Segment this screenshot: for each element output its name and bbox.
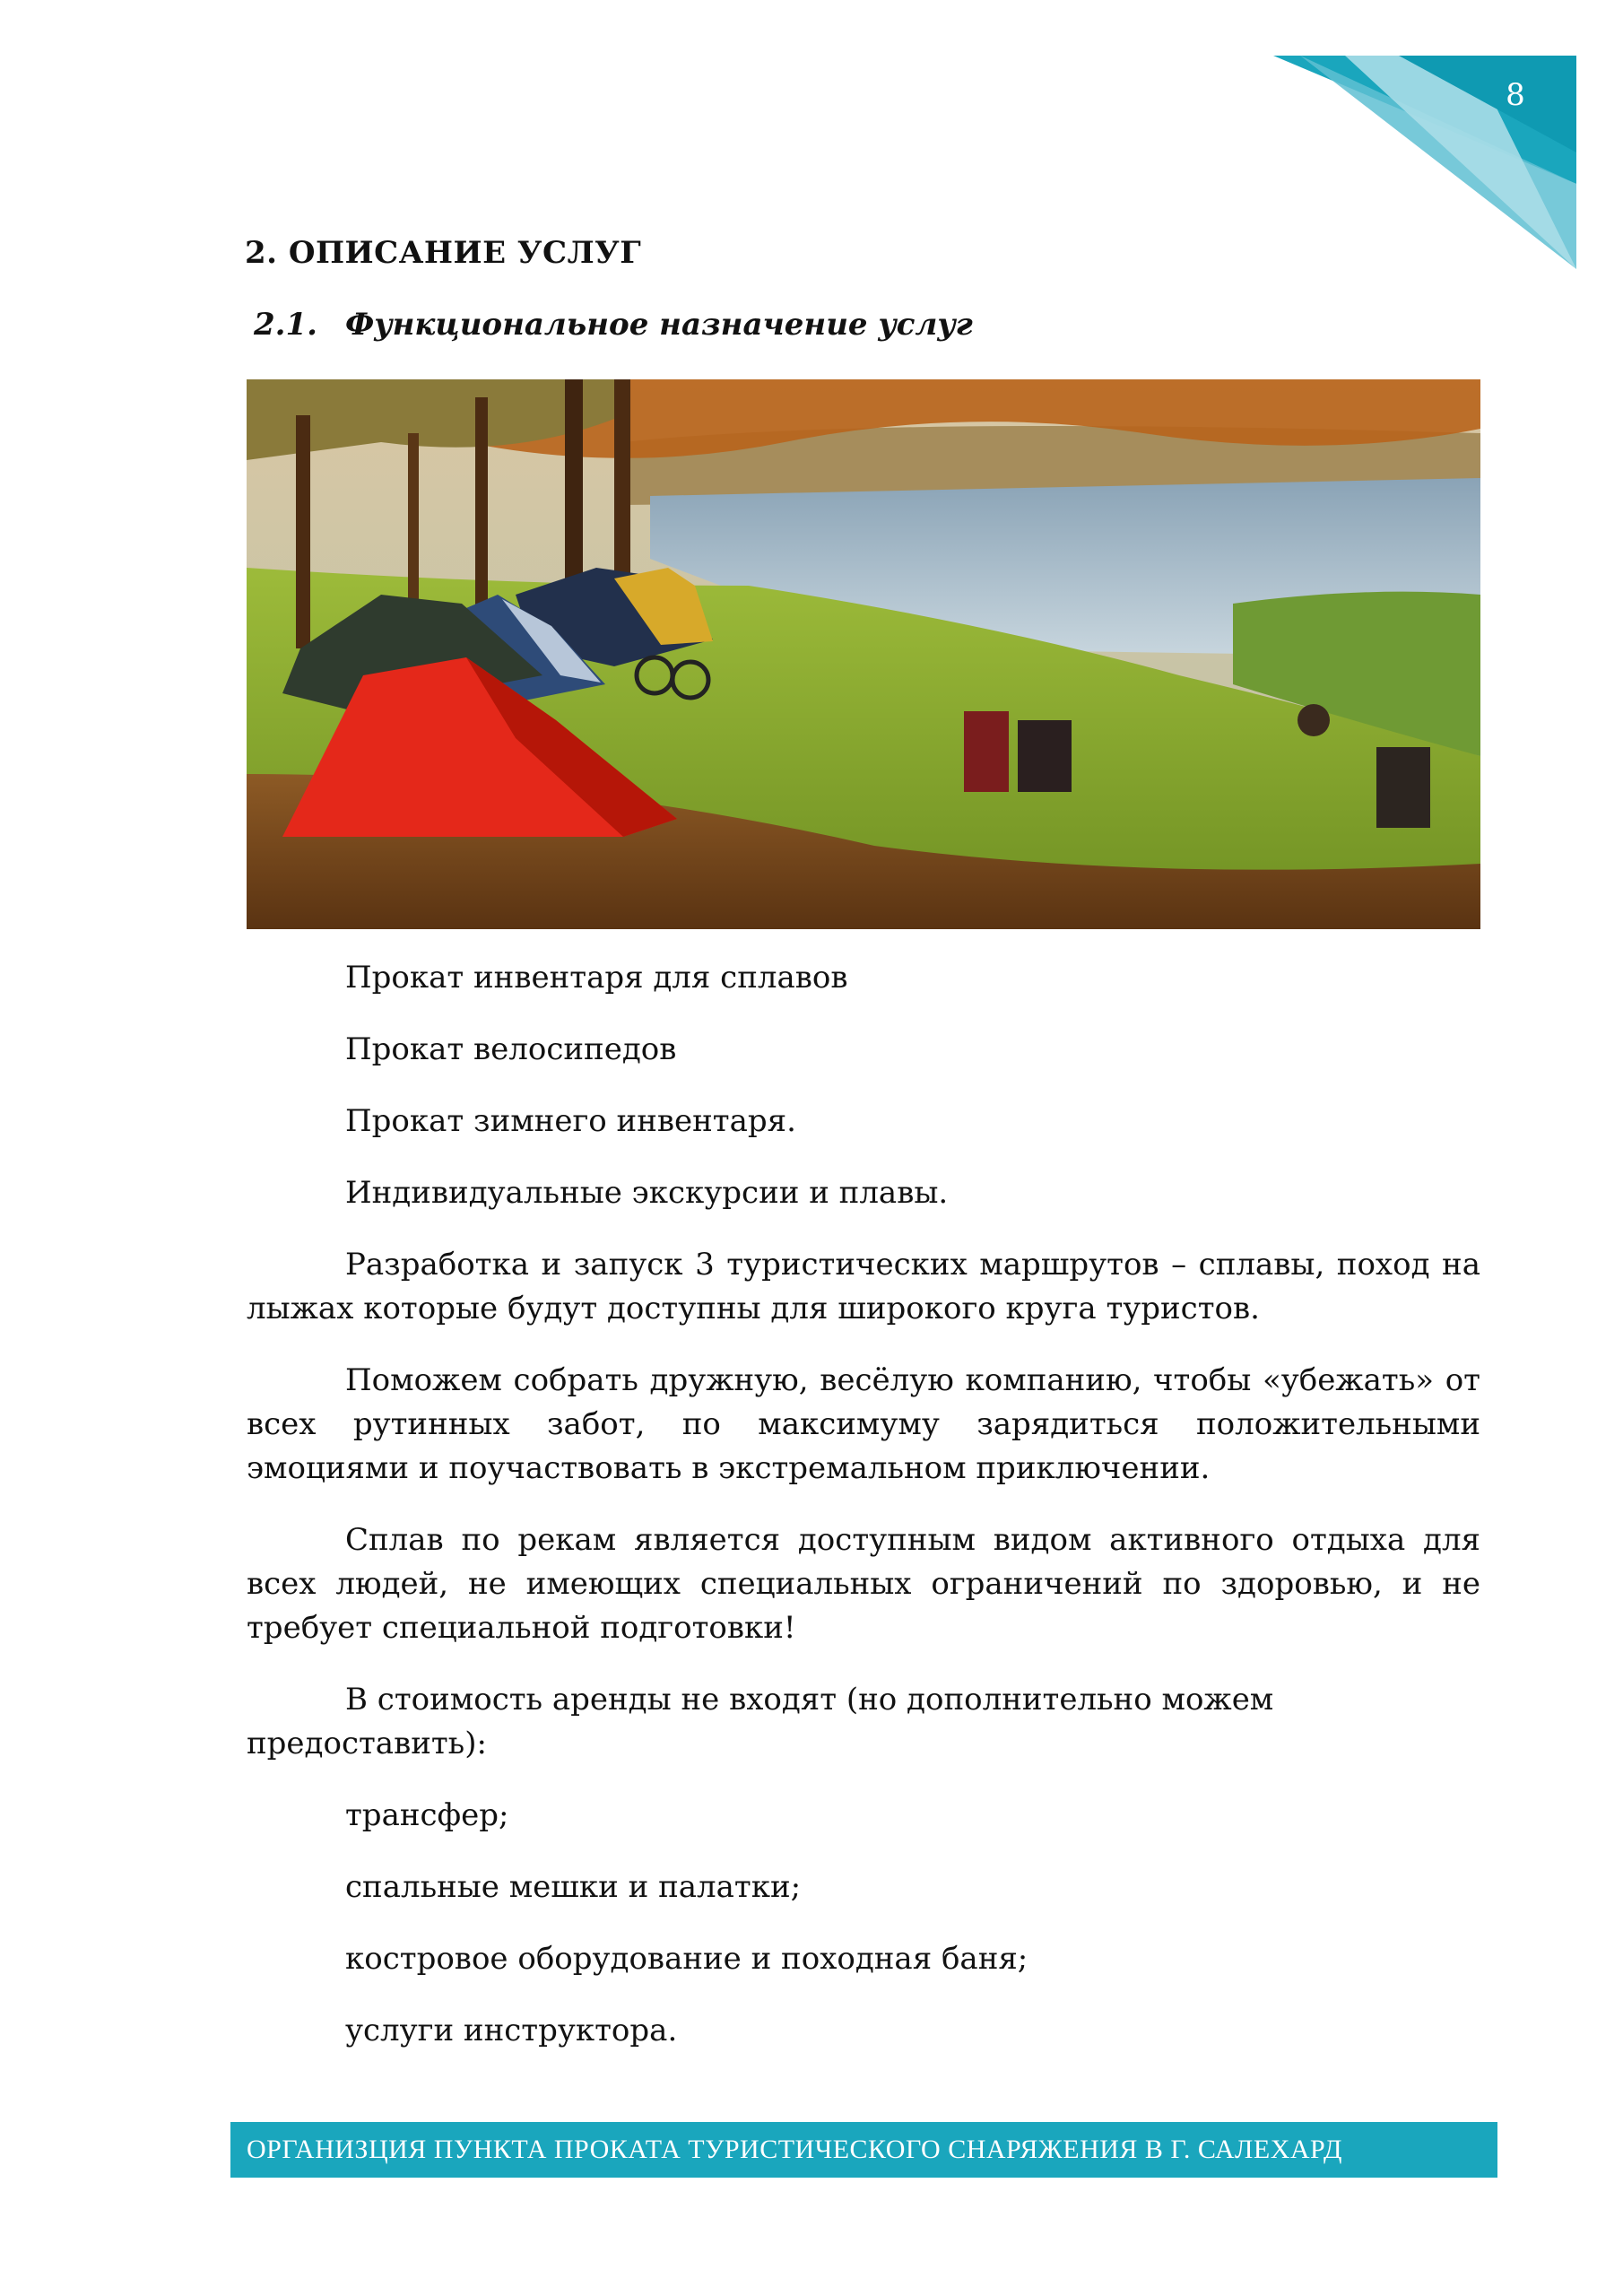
services-text bbox=[247, 956, 1480, 2081]
section-title: 2. ОПИСАНИЕ УСЛУГ bbox=[245, 235, 642, 271]
extra-item: услуги инструктора. bbox=[345, 2013, 678, 2048]
camping-photo bbox=[247, 379, 1480, 929]
service-item: Прокат велосипедов bbox=[345, 1031, 677, 1067]
page-number: 8 bbox=[1506, 77, 1525, 113]
subsection-heading bbox=[254, 307, 973, 343]
paragraph-company: Поможем собрать дружную, весёлую компанию, чтобы «убежать» от всех рутинных забот, по максимуму зарядиться положительными эмоциями и поучаствовать в экстремальном приключении. bbox=[247, 1362, 1480, 1486]
corner-decoration bbox=[0, 0, 1623, 287]
paragraph-routes: Разработка и запуск 3 туристических маршрутов – сплавы, поход на лыжах которые будут доступны для широкого круга туристов. bbox=[247, 1247, 1480, 1326]
subsection-number: 2.1. bbox=[254, 307, 317, 343]
service-item: Индивидуальные экскурсии и плавы. bbox=[345, 1175, 949, 1211]
subsection-title: Функциональное назначение услуг bbox=[345, 307, 973, 343]
service-item: Прокат зимнего инвентаря. bbox=[345, 1103, 796, 1139]
extra-item: трансфер; bbox=[345, 1797, 509, 1833]
paragraph-extras-intro: В стоимость аренды не входят (но дополнительно можем предоставить): bbox=[247, 1682, 1274, 1761]
paragraph-rafting: Сплав по рекам является доступным видом активного отдыха для всех людей, не имеющих специальных ограничений по здоровью, и не требует специальной подготовки! bbox=[247, 1522, 1480, 1646]
extra-item: спальные мешки и палатки; bbox=[345, 1869, 802, 1905]
extra-item: костровое оборудование и походная баня; bbox=[345, 1941, 1028, 1977]
footer-banner: ОРГАНИЗЦИЯ ПУНКТА ПРОКАТА ТУРИСТИЧЕСКОГО СНАРЯЖЕНИЯ В Г. САЛЕХАРД bbox=[230, 2122, 1497, 2178]
service-item: Прокат инвентаря для сплавов bbox=[345, 960, 848, 996]
